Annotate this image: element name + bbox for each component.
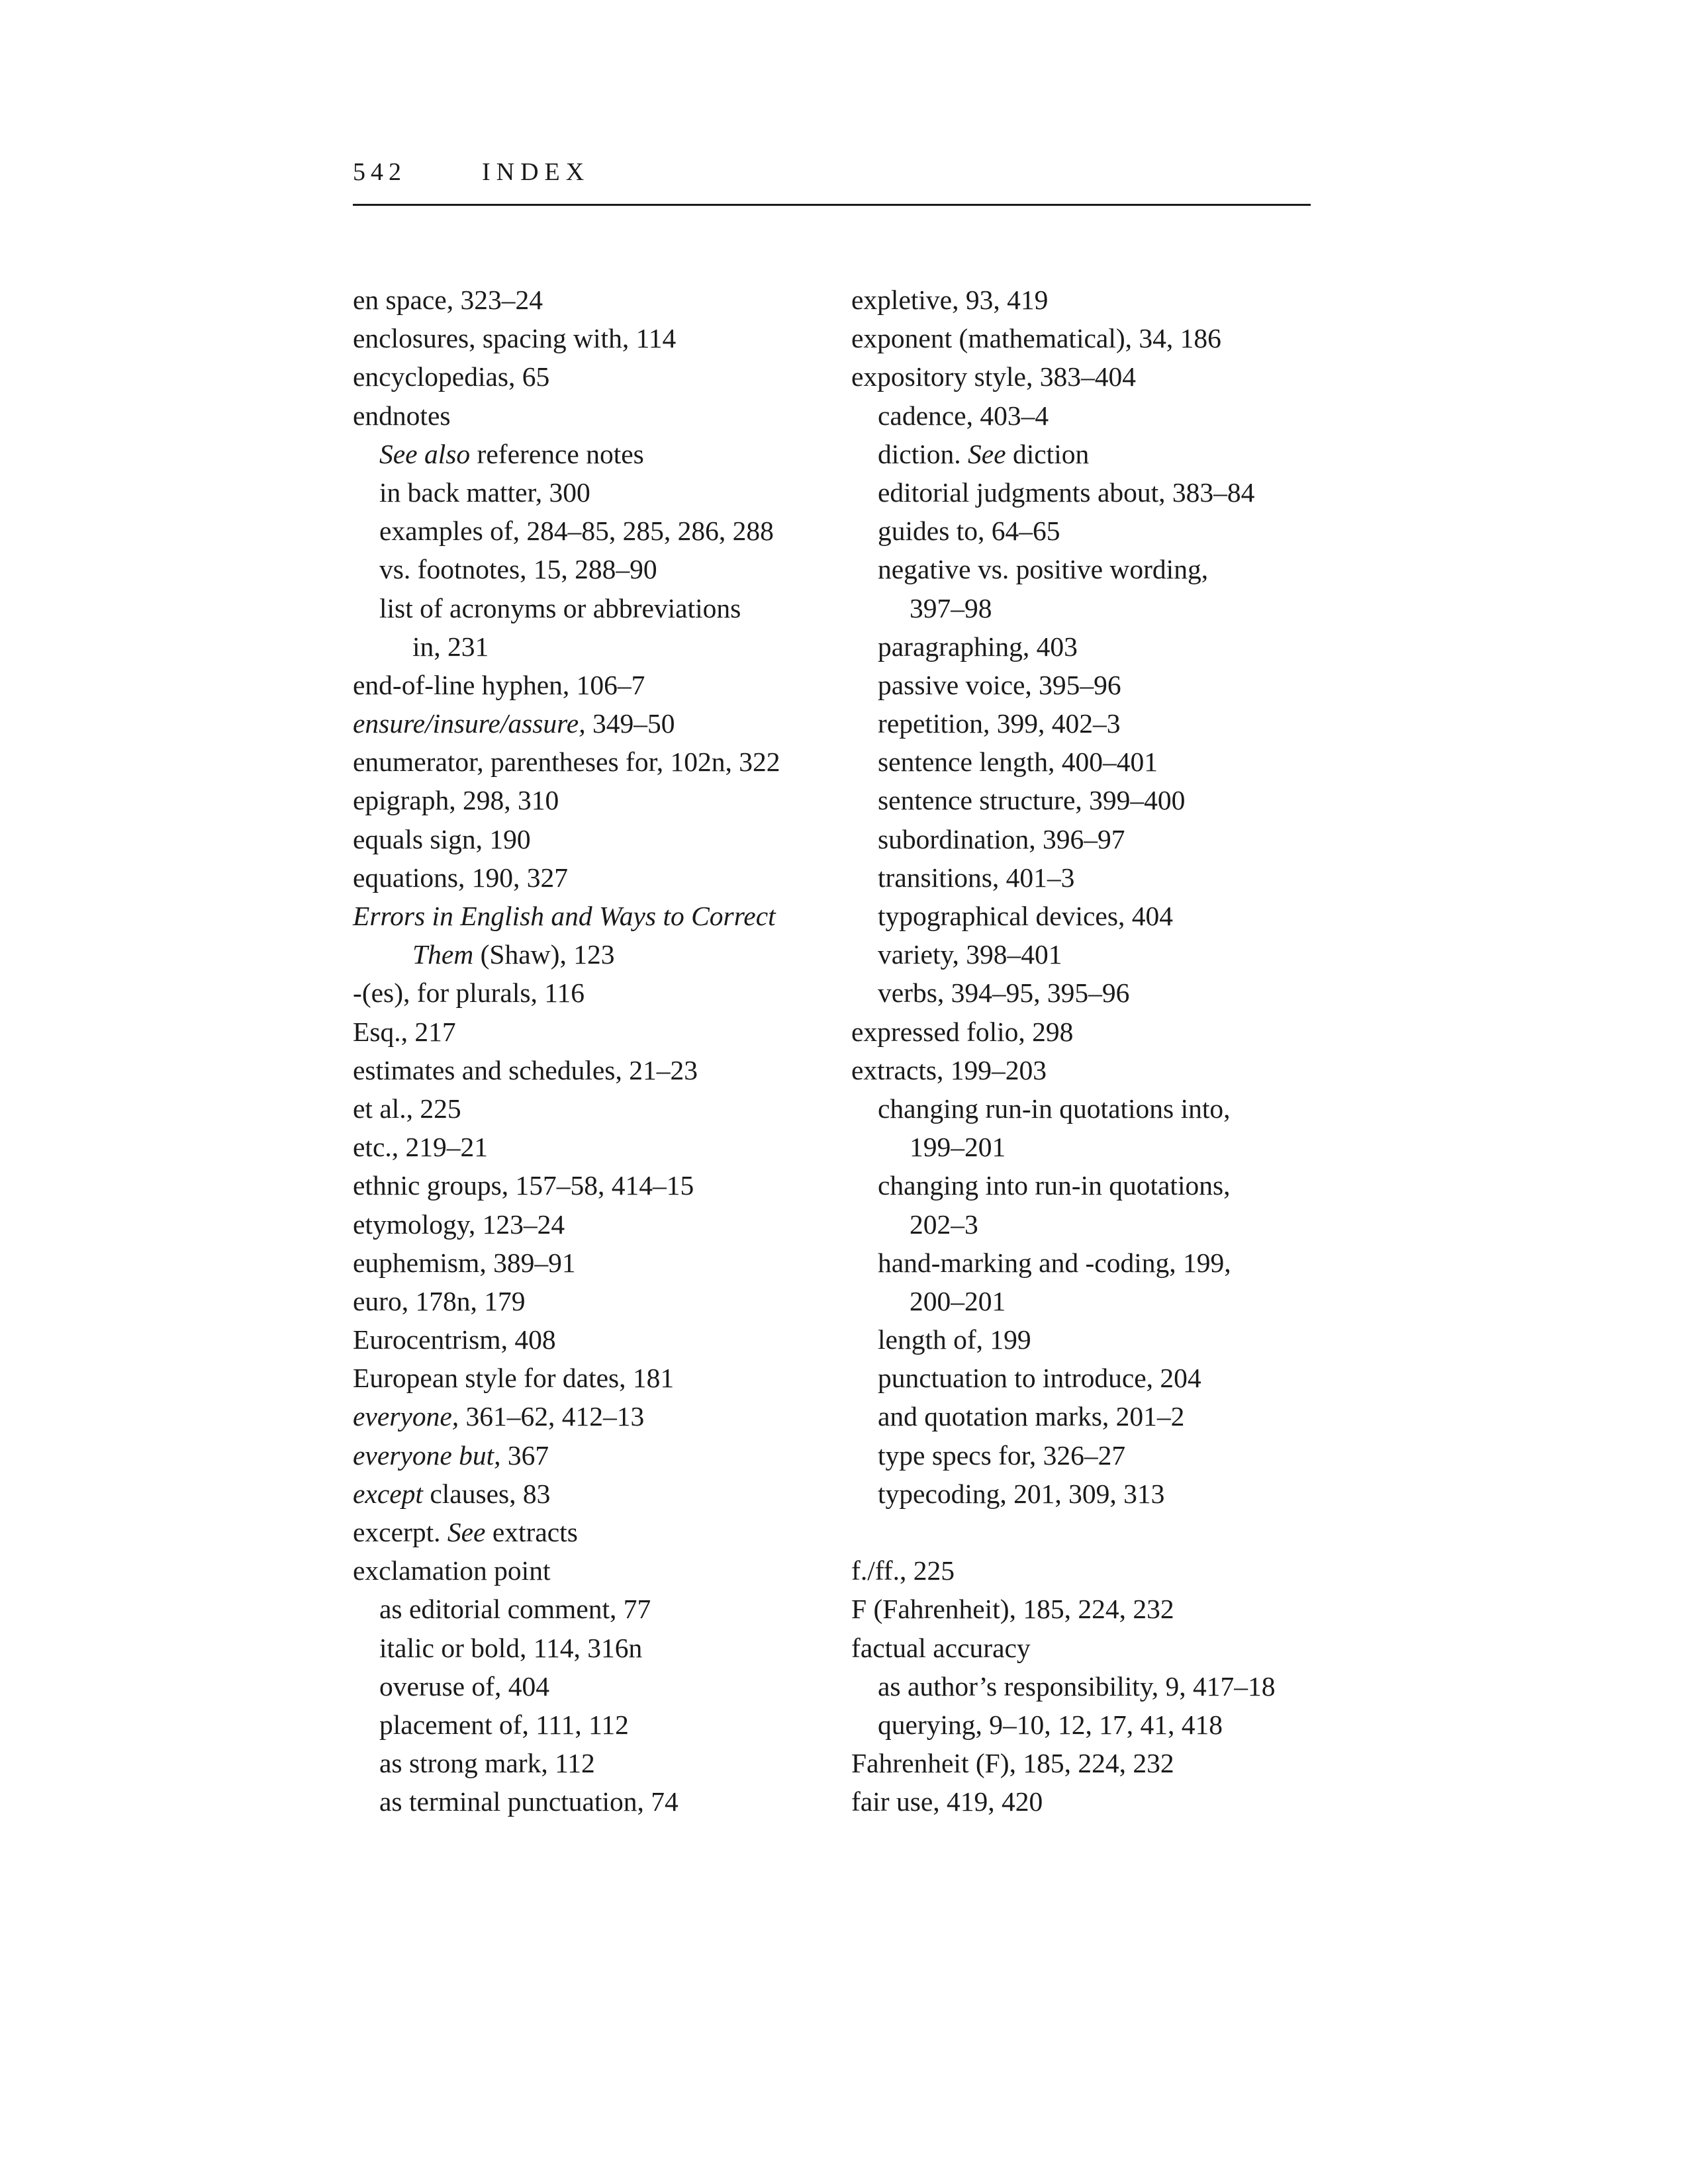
- index-entry: [353, 781, 856, 819]
- index-subentry: [353, 435, 856, 473]
- index-entry: [353, 281, 856, 319]
- index-text: -(es), for plurals, 116: [353, 978, 585, 1009]
- index-subentry: [353, 512, 856, 550]
- index-text: f./ff., 225: [851, 1555, 955, 1586]
- index-text-italic: everyone,: [353, 1401, 459, 1432]
- index-subentry: [851, 627, 1354, 666]
- index-subentry: [851, 743, 1354, 781]
- index-text: Eurocentrism, 408: [353, 1324, 556, 1355]
- index-text: reference notes: [470, 438, 644, 469]
- index-subentry: [851, 1475, 1354, 1513]
- index-text: as author’s responsibility, 9, 417–18: [878, 1670, 1276, 1702]
- index-text: editorial judgments about, 383–84: [878, 477, 1255, 508]
- index-entry-continuation: [851, 1205, 1354, 1244]
- index-text: verbs, 394–95, 395–96: [878, 978, 1130, 1009]
- index-text: fair use, 419, 420: [851, 1786, 1043, 1817]
- index-subentry: [851, 1359, 1354, 1397]
- index-subentry: [851, 512, 1354, 550]
- index-subentry: [851, 550, 1354, 588]
- index-entry: [353, 1359, 856, 1397]
- index-entry: [353, 319, 856, 357]
- index-text: Fahrenheit (F), 185, 224, 232: [851, 1748, 1174, 1779]
- index-entry: [353, 1051, 856, 1089]
- index-column-right: [851, 281, 1354, 1821]
- index-text: enumerator, parentheses for, 102n, 322: [353, 747, 780, 778]
- index-entry: [353, 1205, 856, 1244]
- index-entry: [851, 357, 1354, 396]
- index-text-italic: Them: [412, 939, 474, 970]
- page-number: 542: [353, 158, 406, 186]
- index-subentry: [851, 1436, 1354, 1475]
- index-text: as strong mark, 112: [379, 1748, 595, 1779]
- index-text: cadence, 403–4: [878, 400, 1049, 431]
- index-entry: [353, 1436, 856, 1475]
- index-text: epigraph, 298, 310: [353, 785, 559, 816]
- index-text: ethnic groups, 157–58, 414–15: [353, 1170, 694, 1201]
- index-text: examples of, 284–85, 285, 286, 288: [379, 516, 774, 547]
- index-text: and quotation marks, 201–2: [878, 1401, 1185, 1432]
- index-entry: [851, 319, 1354, 357]
- index-text: overuse of, 404: [379, 1670, 550, 1702]
- index-text: etymology, 123–24: [353, 1208, 565, 1240]
- index-text: expletive, 93, 419: [851, 285, 1049, 315]
- index-subentry: [353, 473, 856, 512]
- index-text-italic: See also: [379, 438, 471, 469]
- index-text: extracts, 199–203: [851, 1054, 1047, 1085]
- index-entry: [353, 858, 856, 897]
- index-subentry: [353, 1590, 856, 1628]
- index-text: (Shaw), 123: [473, 939, 615, 970]
- index-text: en space, 323–24: [353, 285, 543, 315]
- index-entry-continuation: [851, 1128, 1354, 1166]
- index-text: length of, 199: [878, 1324, 1031, 1355]
- index-entry: [851, 281, 1354, 319]
- index-text-italic: except: [353, 1478, 423, 1509]
- index-text: 349–50: [585, 708, 675, 739]
- index-text: enclosures, spacing with, 114: [353, 323, 677, 354]
- index-text: subordination, 396–97: [878, 823, 1125, 854]
- index-text: in, 231: [412, 631, 489, 662]
- index-text: typecoding, 201, 309, 313: [878, 1478, 1165, 1509]
- index-subentry: [851, 1667, 1354, 1706]
- index-entry: [353, 1475, 856, 1513]
- index-text: vs. footnotes, 15, 288–90: [379, 554, 657, 585]
- index-text: 361–62, 412–13: [459, 1401, 645, 1432]
- index-text: as terminal punctuation, 74: [379, 1786, 679, 1817]
- index-subentry: [851, 974, 1354, 1012]
- index-text: extracts: [485, 1517, 578, 1547]
- index-text: 367: [500, 1439, 549, 1471]
- index-text-italic: See: [968, 438, 1006, 469]
- index-entry: [353, 1513, 856, 1551]
- index-entry: [851, 1629, 1354, 1667]
- index-subentry: [851, 1166, 1354, 1205]
- index-text: exponent (mathematical), 34, 186: [851, 323, 1221, 354]
- index-subentry: [851, 858, 1354, 897]
- index-subentry: [851, 935, 1354, 974]
- index-text: exclamation point: [353, 1555, 551, 1586]
- index-entry: [353, 974, 856, 1012]
- index-text: repetition, 399, 402–3: [878, 708, 1121, 739]
- index-entry-continuation: [353, 935, 856, 974]
- index-text: expository style, 383–404: [851, 361, 1136, 392]
- index-entry: [353, 1166, 856, 1205]
- index-text: factual accuracy: [851, 1632, 1031, 1663]
- index-subentry: [851, 1320, 1354, 1359]
- index-subentry: [353, 550, 856, 588]
- index-text: variety, 398–401: [878, 939, 1062, 970]
- index-entry: [851, 1051, 1354, 1089]
- index-text: F (Fahrenheit), 185, 224, 232: [851, 1594, 1174, 1625]
- index-text: negative vs. positive wording,: [878, 554, 1209, 585]
- index-subentry: [353, 1744, 856, 1782]
- index-text-italic: everyone but,: [353, 1439, 501, 1471]
- index-text: etc., 219–21: [353, 1132, 488, 1163]
- index-text: 397–98: [910, 592, 992, 623]
- index-text: European style for dates, 181: [353, 1363, 675, 1394]
- index-entry: [353, 1320, 856, 1359]
- index-text: hand-marking and -coding, 199,: [878, 1247, 1231, 1278]
- index-subentry: [851, 396, 1354, 435]
- index-text: sentence length, 400–401: [878, 747, 1158, 778]
- index-subentry: [851, 666, 1354, 704]
- index-entry: [353, 1013, 856, 1051]
- index-text: paragraphing, 403: [878, 631, 1078, 662]
- index-subentry: [851, 1706, 1354, 1744]
- index-entry: [353, 820, 856, 858]
- index-entry: [353, 1397, 856, 1435]
- index-subentry: [353, 1629, 856, 1667]
- index-entry-continuation: [851, 589, 1354, 627]
- index-entry: [353, 1282, 856, 1320]
- index-text: expressed folio, 298: [851, 1016, 1074, 1047]
- index-entry: [353, 1089, 856, 1128]
- index-text: euphemism, 389–91: [353, 1247, 576, 1278]
- index-text: endnotes: [353, 400, 451, 431]
- index-text: clauses, 83: [422, 1478, 551, 1509]
- index-text-italic: ensure/insure/assure,: [353, 708, 586, 739]
- index-subentry: [851, 897, 1354, 935]
- index-text: diction: [1006, 438, 1090, 469]
- index-text: guides to, 64–65: [878, 516, 1060, 547]
- index-text: euro, 178n, 179: [353, 1285, 526, 1316]
- index-text: equals sign, 190: [353, 823, 531, 854]
- index-subentry: [353, 1782, 856, 1821]
- index-entry: [851, 1782, 1354, 1821]
- index-entry-continuation: [851, 1282, 1354, 1320]
- index-subentry: [851, 1244, 1354, 1282]
- index-text: 202–3: [910, 1208, 978, 1240]
- index-entry: [851, 1590, 1354, 1628]
- index-text: 200–201: [910, 1285, 1006, 1316]
- index-subentry: [851, 435, 1354, 473]
- index-text: encyclopedias, 65: [353, 361, 550, 392]
- index-entry: [353, 897, 856, 935]
- index-entry: [353, 357, 856, 396]
- index-entry: [353, 1244, 856, 1282]
- index-text: end-of-line hyphen, 106–7: [353, 669, 645, 700]
- index-entry: [851, 1551, 1354, 1590]
- index-text: sentence structure, 399–400: [878, 785, 1186, 816]
- index-entry: [353, 666, 856, 704]
- index-subentry: [851, 473, 1354, 512]
- index-text: italic or bold, 114, 316n: [379, 1632, 643, 1663]
- index-subentry: [851, 1089, 1354, 1128]
- index-text: diction.: [878, 438, 968, 469]
- index-text: in back matter, 300: [379, 477, 590, 508]
- index-text: changing into run-in quotations,: [878, 1170, 1231, 1201]
- index-text: placement of, 111, 112: [379, 1709, 629, 1740]
- index-entry: [353, 1128, 856, 1166]
- index-entry: [353, 743, 856, 781]
- index-text: equations, 190, 327: [353, 862, 569, 893]
- index-text: querying, 9–10, 12, 17, 41, 418: [878, 1709, 1223, 1740]
- index-text: estimates and schedules, 21–23: [353, 1054, 698, 1085]
- index-text: type specs for, 326–27: [878, 1439, 1126, 1471]
- index-text: list of acronyms or abbreviations: [379, 592, 741, 623]
- page-header: [353, 158, 1311, 206]
- index-subentry: [851, 781, 1354, 819]
- index-entry: [353, 1551, 856, 1590]
- running-head: INDEX: [482, 158, 590, 186]
- index-column-left: [353, 281, 856, 1821]
- index-text: typographical devices, 404: [878, 901, 1173, 931]
- index-entry-continuation: [353, 627, 856, 666]
- index-letter-break: [851, 1513, 1354, 1551]
- index-text: as editorial comment, 77: [379, 1594, 651, 1625]
- index-subentry: [353, 1667, 856, 1706]
- index-text: et al., 225: [353, 1093, 461, 1124]
- index-text: 199–201: [910, 1132, 1006, 1163]
- index-text: punctuation to introduce, 204: [878, 1363, 1201, 1394]
- index-entry: [353, 396, 856, 435]
- index-text-italic: See: [447, 1517, 486, 1547]
- index-entry: [353, 704, 856, 743]
- index-subentry: [353, 589, 856, 627]
- index-text: passive voice, 395–96: [878, 669, 1121, 700]
- index-subentry: [851, 820, 1354, 858]
- index-text: Esq., 217: [353, 1016, 456, 1047]
- index-entry: [851, 1744, 1354, 1782]
- index-entry: [851, 1013, 1354, 1051]
- index-subentry: [353, 1706, 856, 1744]
- index-subentry: [851, 704, 1354, 743]
- index-text: changing run-in quotations into,: [878, 1093, 1231, 1124]
- index-text: transitions, 401–3: [878, 862, 1075, 893]
- index-text: excerpt.: [353, 1517, 447, 1547]
- index-text-italic: Errors in English and Ways to Correct: [353, 901, 776, 931]
- index-subentry: [851, 1397, 1354, 1435]
